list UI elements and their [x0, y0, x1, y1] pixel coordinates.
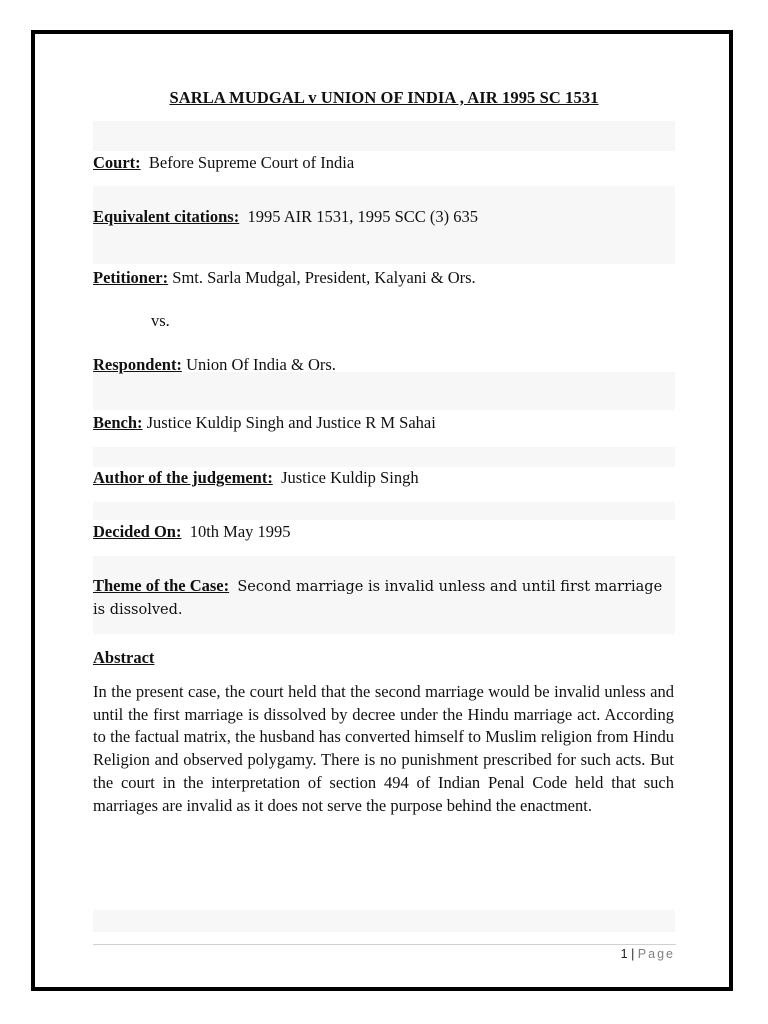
court-label: Court:: [93, 153, 141, 172]
decided-value: 10th May 1995: [189, 522, 291, 541]
petitioner-field: [93, 267, 673, 288]
footer-divider: [93, 944, 676, 945]
abstract-body: In the present case, the court held that the second marriage would be invalid unless and until the first marriage is dissolved by decree under the Hindu marriage act. According to the factual matrix, the husband has converted himself to Muslim religion from Hindu Religion and observed polygamy. There is no punishment prescribed for such acts. But the court in the interpretation of section 494 of Indian Penal Code held that such marriages are invalid as it does not serve the purpose behind the enactment.: [93, 682, 674, 815]
bench-label: Bench:: [93, 413, 143, 432]
citations-value: 1995 AIR 1531, 1995 SCC (3) 635: [247, 207, 479, 226]
abstract-heading: Abstract: [93, 648, 155, 667]
petitioner-value: Smt. Sarla Mudgal, President, Kalyani & Ors.: [172, 268, 476, 287]
page-footer: [621, 947, 675, 961]
versus-text: vs.: [151, 311, 170, 330]
page-number: 1: [620, 947, 628, 961]
respondent-field: [93, 354, 673, 375]
court-field: [93, 152, 673, 173]
shaded-band: [93, 447, 675, 467]
bench-value: Justice Kuldip Singh and Justice R M Sahai: [146, 413, 436, 432]
decided-label: Decided On:: [93, 522, 182, 541]
shaded-band: [93, 121, 675, 151]
document-title: SARLA MUDGAL v UNION OF INDIA , AIR 1995 SC 1531: [169, 88, 599, 107]
theme-field: [93, 575, 673, 621]
author-field: [93, 467, 673, 488]
bench-field: [93, 412, 673, 433]
author-label: Author of the judgement:: [93, 468, 273, 487]
shaded-band: [93, 910, 675, 932]
citations-label: Equivalent citations:: [93, 207, 240, 226]
shaded-band: [93, 372, 675, 410]
theme-label: Theme of the Case:: [93, 576, 230, 595]
respondent-label: Respondent:: [93, 355, 182, 374]
shaded-band: [93, 502, 675, 520]
theme-value: Second marriage is invalid unless and until first marriage is dissolved.: [93, 579, 663, 618]
page-separator: |: [631, 947, 635, 961]
court-value: Before Supreme Court of India: [148, 153, 355, 172]
decided-field: [93, 521, 673, 542]
page-word: Page: [637, 947, 675, 961]
citations-field: [93, 206, 673, 227]
respondent-value: Union Of India & Ors.: [186, 355, 336, 374]
petitioner-label: Petitioner:: [93, 268, 169, 287]
author-value: Justice Kuldip Singh: [281, 468, 419, 487]
